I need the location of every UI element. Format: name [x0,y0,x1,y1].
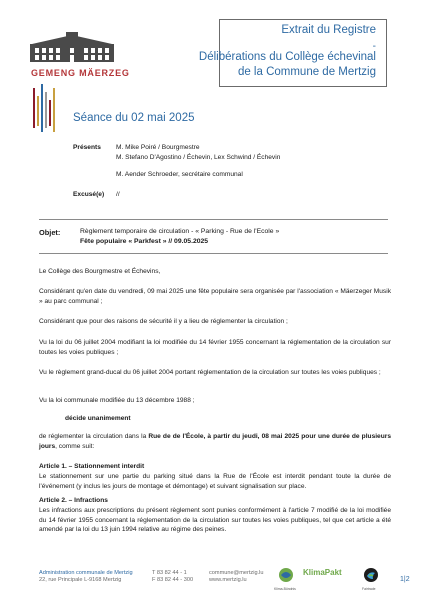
page-number: 1|2 [400,576,410,583]
fairtrade-caption: Fairtrade [362,587,376,591]
decision-heading: décide unanimement [65,415,131,422]
footer-contact-block [209,570,264,584]
klima-buendnis-caption: Klima-Bündnis [274,587,296,591]
excuses-label: Excusé(e) [73,191,105,198]
decision-text-c: , comme suit: [55,442,95,450]
presents-line: M. Aender Schroeder, secrétaire communal [116,171,243,178]
body-intro: Le Collège des Bourgmestre et Échevins, [39,268,161,275]
register-title-dash: - [372,41,376,52]
klimapakt-logo: KlimaPakt [303,568,342,577]
register-header-box [198,19,387,87]
register-title: Extrait du Registre [281,24,376,36]
footer-address-block [39,570,133,584]
body-paragraph: Vu la loi du 06 juillet 2004 modifiant la loi modifiée du 14 février 1955 concernant la réglementation de la circulation sur toutes les voies publiques ; [39,339,391,356]
footer-email[interactable]: commune@mertzig.lu [209,570,264,576]
excuses-value: // [116,191,120,198]
objet-label: Objet: [39,228,61,237]
footer-web[interactable]: www.mertzig.lu [209,577,247,584]
presents-label: Présents [73,144,101,151]
presents-line: M. Stefano D'Agostino / Échevin, Lex Schwind / Échevin [116,154,281,161]
objet-line2: Fête populaire « Parkfest » // 09.05.2025 [80,238,209,245]
body-paragraph: Considérant que pour des raisons de sécurité il y a lieu de réglementer la circulation ; [39,318,288,325]
footer-phone-block [152,570,193,584]
decision-text-a: de réglementer la circulation dans la [39,433,149,440]
article1-title: Article 1. – Stationnement interdit [39,463,145,470]
divider-bottom [39,253,388,254]
footer-tel: T 83 82 44 - 1 [152,570,187,576]
article1-text: Le stationnement sur une partie du parking situé dans la Rue de l'École est interdit pendant toute la durée de l'événement (y inclus les jours de montage et démontage) et suivant signalisation sur place. [39,473,391,490]
decision-text-bold: Rue de de l'École, à partir du jeudi, 08 mai 2025 pour une durée de plusieurs jours [39,433,391,450]
presents-line: M. Mike Poiré / Bourgmestre [116,144,200,151]
body-paragraph: Vu la loi communale modifiée du 13 décembre 1988 ; [39,397,195,404]
body-paragraph-decision [39,432,391,451]
body-paragraph: Considérant qu'en date du vendredi, 09 mai 2025 une fête populaire sera organisée par l'association « Mäerzeger Musik » au parc communal ; [39,288,391,305]
footer-admin: Administration communale de Mertzig [39,570,133,576]
session-date: Séance du 02 mai 2025 [73,112,195,124]
article2-title: Article 2. – Infractions [39,497,108,504]
body-paragraph: Vu le règlement grand-ducal du 06 juillet 2004 portant réglementation de la circulation sur toutes les voies publiques ; [39,369,381,376]
objet-line1: Règlement temporaire de circulation - « Parking - Rue de l'Ecole » [80,228,280,235]
footer-fax: F 83 82 44 - 300 [152,577,194,584]
decorative-stripes [0,0,60,150]
register-subtitle-line1: Délibérations du Collège échevinal [198,51,376,63]
register-subtitle-line2: de la Commune de Mertzig [237,66,376,78]
commune-logo-name: GEMENG MÄERZEG [31,68,130,78]
klima-buendnis-logo [274,567,296,591]
article2-text: Les infractions aux prescriptions du présent règlement sont punies conformément à l'article 7 modifié de la loi modifiée du 14 février 1955 concernant la réglementation de la circulation sur toutes les voies publiques, tel que cet article a été amendé par la loi du 13 juin 1994 relative au régime des peines. [39,507,391,534]
divider-top [39,219,388,220]
footer-address: 22, rue Principale L-9168 Mertzig [39,577,122,584]
fairtrade-logo [363,567,379,591]
